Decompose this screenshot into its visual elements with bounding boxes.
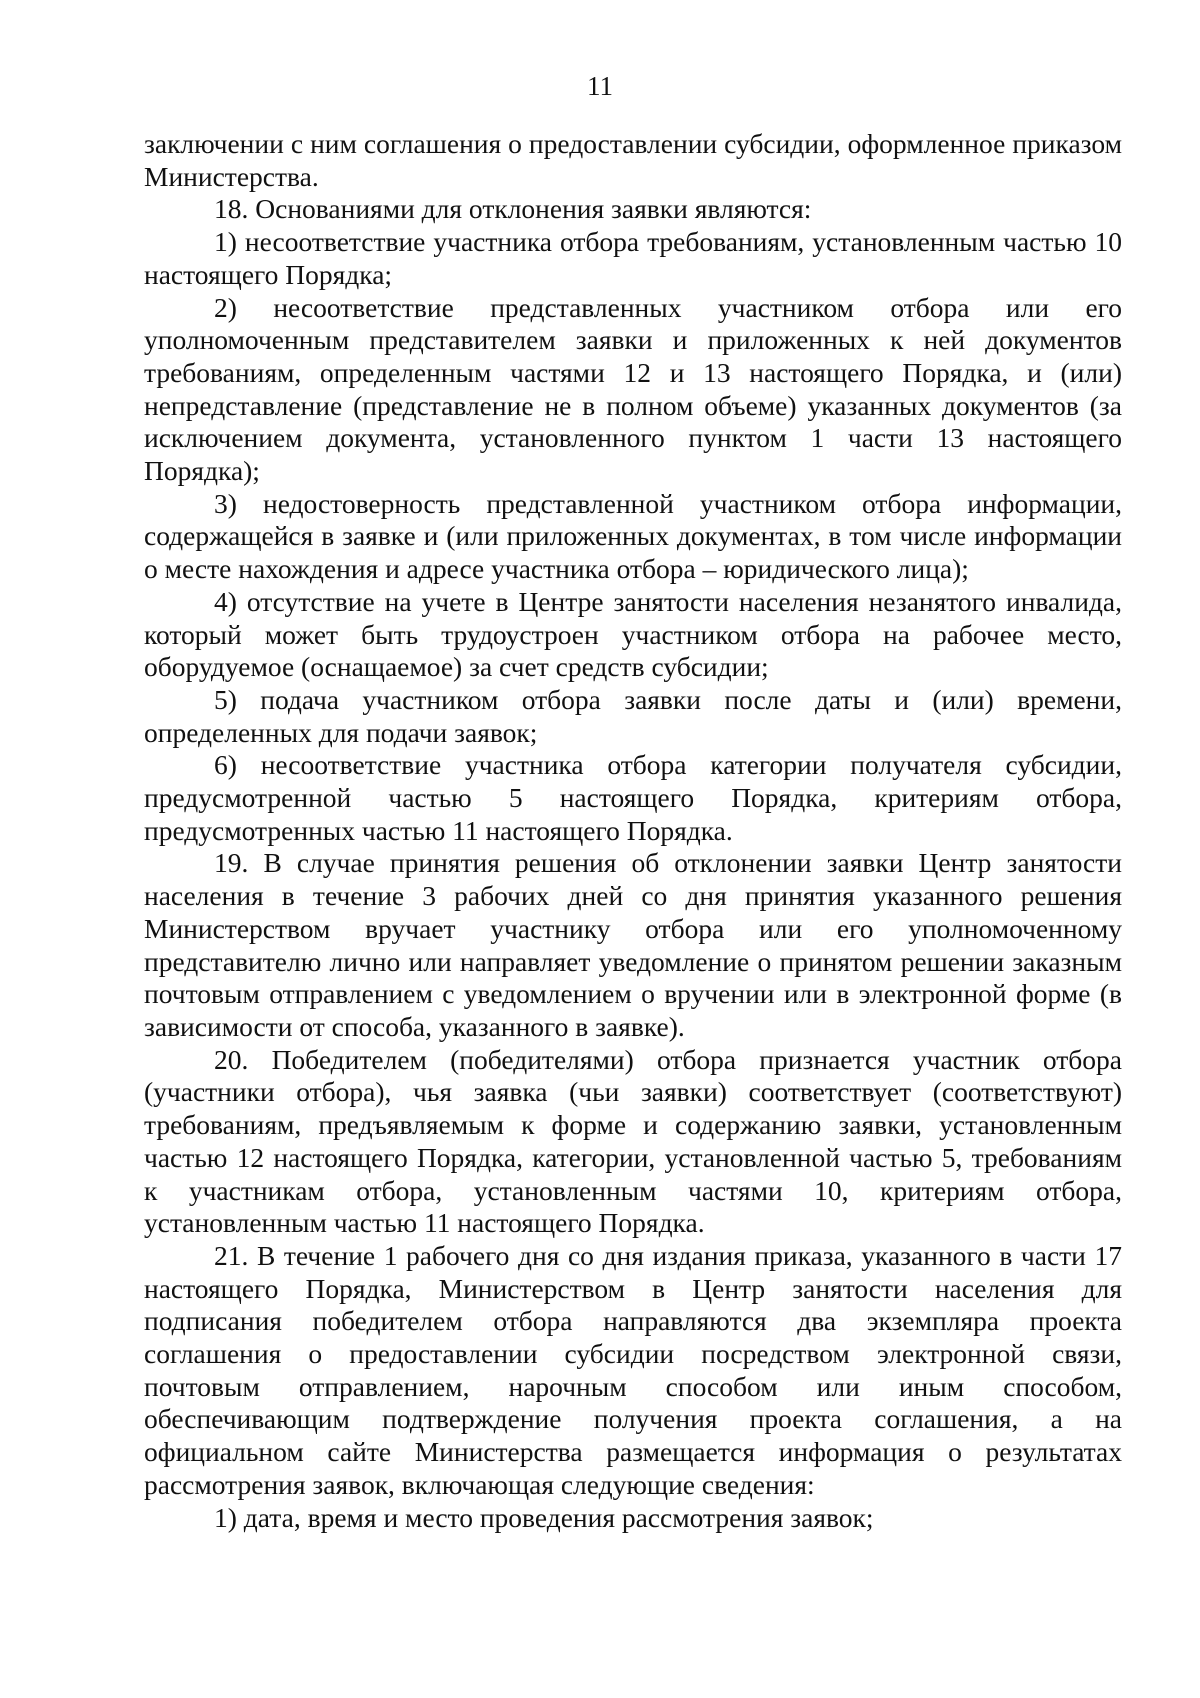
paragraph-continuation: заключении с ним соглашения о предоставлении субсидии, оформленное приказом Министерства. [144,128,1122,192]
paragraph-item-18-6: 6) несоответствие участника отбора категории получателя субсидии, предусмотренной частью 5 настоящего Порядка, критериям отбора, предусмотренных частью 11 настоящего Порядка. [144,749,1122,846]
paragraph-item-18: 18. Основаниями для отклонения заявки являются: [214,193,812,225]
paragraph-item-18-2: 2) несоответствие представленных участником отбора или его уполномоченным представителем заявки и приложенных к ней документов требованиям, определенным частями 12 и 13 настоящего Порядка, и (или) непредставление (представление не в полном объеме) указанных документов (за исключением документа, установленного пунктом 1 части 13 настоящего Порядка); [144,291,1122,487]
paragraph-item-21-1: 1) дата, время и место проведения рассмотрения заявок; [214,1501,874,1533]
page-number: 11 [587,71,613,101]
document-body [144,128,1122,1534]
paragraph-item-19: 19. В случае принятия решения об отклонении заявки Центр занятости населения в течение 3 рабочих дней со дня принятия указанного решения Министерством вручает участнику отбора или его уполномоченному представителю лично или направляет уведомление о принятом решении заказным почтовым отправлением с уведомлением о вручении или в электронной форме (в зависимости от способа, указанного в заявке). [144,847,1122,1042]
paragraph-item-18-5: 5) подача участником отбора заявки после даты и (или) времени, определенных для подачи заявок; [144,683,1122,748]
paragraph-item-18-1: 1) несоответствие участника отбора требованиям, установленным частью 10 настоящего Порядка; [144,226,1122,290]
paragraph-item-18-4: 4) отсутствие на учете в Центре занятости населения незанятого инвалида, который может быть трудоустроен участником отбора на рабочее место, оборудуемое (оснащаемое) за счет средств субсидии; [144,585,1122,683]
paragraph-item-18-3: 3) недостоверность представленной участником отбора информации, содержащейся в заявке и (или приложенных документах, в том числе информации о месте нахождения и адресе участника отбора – юридического лица); [144,487,1122,585]
paragraph-item-20: 20. Победителем (победителями) отбора признается участник отбора (участники отбора), чья заявка (чьи заявки) соответствует (соответствуют) требованиям, предъявляемым к форме и содержанию заявки, установленным частью 12 настоящего Порядка, категории, установленной частью 5, требованиям к участникам отбора, установленным частями 10, критериям отбора, установленным частью 11 настоящего Порядка. [144,1043,1122,1239]
paragraph-item-21: 21. В течение 1 рабочего дня со дня издания приказа, указанного в части 17 настоящего Порядка, Министерством в Центр занятости населения для подписания победителем отбора направляются два экземпляра проекта соглашения о предоставлении субсидии посредством электронной связи, почтовым отправлением, нарочным способом или иным способом, обеспечивающим подтверждение получения проекта соглашения, а на официальном сайте Министерства размещается информация о результатах рассмотрения заявок, включающая следующие сведения: [144,1239,1122,1500]
